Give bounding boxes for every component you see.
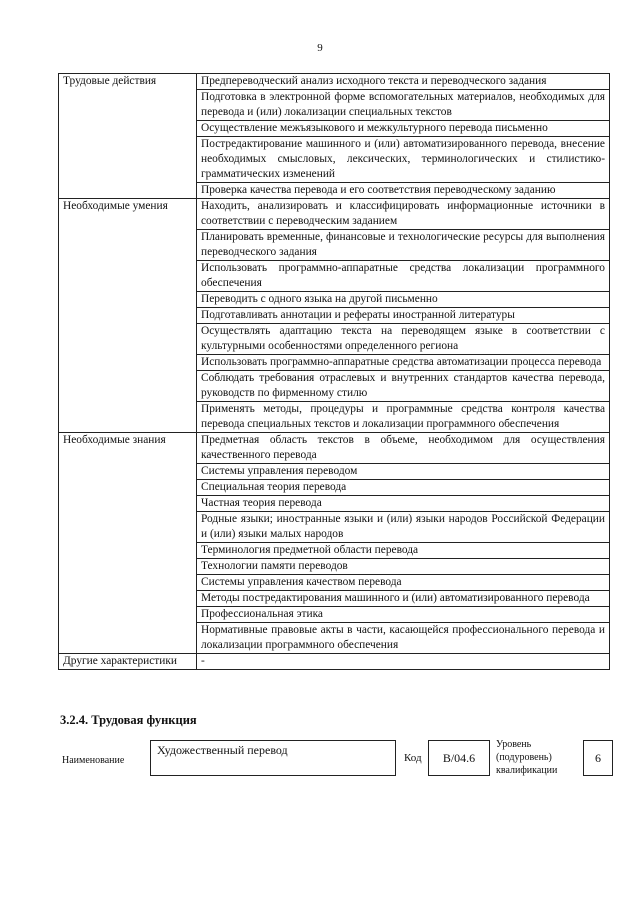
- page-number: 9: [317, 42, 323, 54]
- item-cell: Терминология предметной области перевода: [197, 543, 610, 559]
- code-value: В/04.6: [442, 751, 476, 765]
- item-cell: Частная теория перевода: [197, 496, 610, 512]
- table-row: [59, 199, 610, 230]
- section-heading: 3.2.4. Трудовая функция: [60, 713, 197, 727]
- item-cell: Родные языки; иностранные языки и (или) языки народов Российской Федерации и (или) языки малых народов: [197, 512, 610, 543]
- item-cell: Предметная область текстов в объеме, необходимом для осуществления качественного перевода: [197, 433, 610, 464]
- labor-function-table: [58, 73, 610, 670]
- item-cell: Использовать программно-аппаратные средства автоматизации процесса перевода: [197, 355, 610, 371]
- table-row: [59, 654, 610, 670]
- item-cell: Осуществление межъязыкового и межкультурного перевода письменно: [197, 121, 610, 137]
- item-cell: Планировать временные, финансовые и технологические ресурсы для выполнения переводческого задания: [197, 230, 610, 261]
- item-cell: Технологии памяти переводов: [197, 559, 610, 575]
- item-cell: -: [197, 654, 610, 670]
- code-box: [428, 740, 490, 776]
- item-cell: Предпереводческий анализ исходного текста и переводческого задания: [197, 74, 610, 90]
- level-box: [583, 740, 613, 776]
- item-cell: Применять методы, процедуры и программные средства контроля качества перевода специальных текстов и локализации программного обеспечения: [197, 402, 610, 433]
- table-row: [59, 433, 610, 464]
- category-cell: Необходимые знания: [59, 433, 197, 654]
- function-name-value: Художественный перевод: [157, 743, 288, 757]
- item-cell: Нормативные правовые акты в части, касающейся профессионального перевода и локализации программного обеспечения: [197, 623, 610, 654]
- item-cell: Осуществлять адаптацию текста на переводящем языке в соответствии с культурными особенностями определенного региона: [197, 324, 610, 355]
- level-label: Уровень (подуровень) квалификации: [496, 739, 558, 776]
- name-label: Наименование: [62, 755, 125, 766]
- item-cell: Системы управления переводом: [197, 464, 610, 480]
- category-cell: Необходимые умения: [59, 199, 197, 433]
- item-cell: Находить, анализировать и классифицировать информационные источники в соответствии с переводческим заданием: [197, 199, 610, 230]
- item-cell: Профессиональная этика: [197, 607, 610, 623]
- item-cell: Постредактирование машинного и (или) автоматизированного перевода, внесение необходимых смысловых, лексических, терминологических и стилистико-грамматических изменений: [197, 137, 610, 183]
- code-label: Код: [404, 752, 422, 764]
- item-cell: Системы управления качеством перевода: [197, 575, 610, 591]
- item-cell: Использовать программно-аппаратные средства локализации программного обеспечения: [197, 261, 610, 292]
- category-cell: Трудовые действия: [59, 74, 197, 199]
- function-name-box: [150, 740, 396, 776]
- item-cell: Методы постредактирования машинного и (или) автоматизированного перевода: [197, 591, 610, 607]
- item-cell: Проверка качества перевода и его соответствия переводческому заданию: [197, 183, 610, 199]
- category-cell: Другие характеристики: [59, 654, 197, 670]
- item-cell: Специальная теория перевода: [197, 480, 610, 496]
- level-value: 6: [595, 751, 601, 765]
- item-cell: Соблюдать требования отраслевых и внутренних стандартов качества перевода, руководств по фирменному стилю: [197, 371, 610, 402]
- table-row: [59, 74, 610, 90]
- item-cell: Подготовка в электронной форме вспомогательных материалов, необходимых для перевода и (или) локализации специальных текстов: [197, 90, 610, 121]
- item-cell: Подготавливать аннотации и рефераты иностранной литературы: [197, 308, 610, 324]
- item-cell: Переводить с одного языка на другой письменно: [197, 292, 610, 308]
